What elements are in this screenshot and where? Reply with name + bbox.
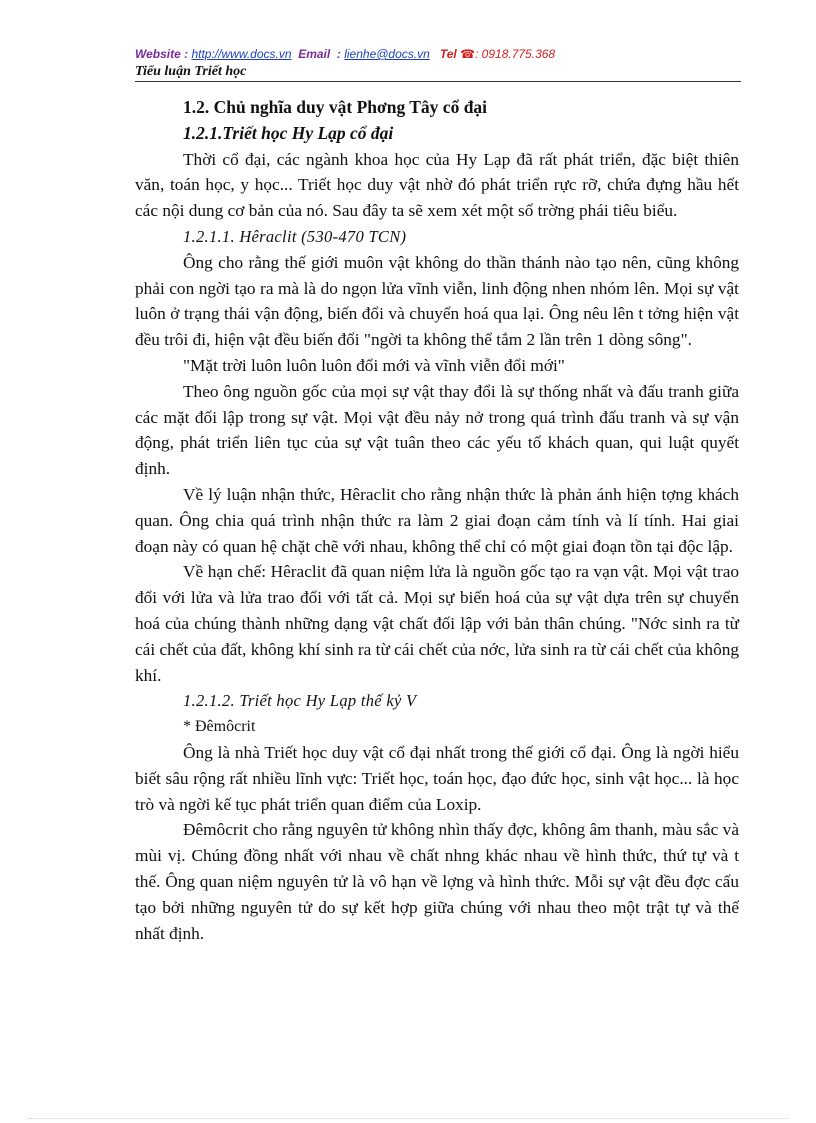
phone-icon: ☎ (460, 47, 476, 61)
phone-number: : 0918.775.368 (475, 47, 556, 61)
email-label: Email (298, 47, 331, 61)
section-heading: 1.2. Chủ nghĩa duy vật Phơng Tây cổ đại (183, 97, 488, 117)
page-bottom-border (28, 1118, 788, 1119)
century-v-heading: 1.2.1.2. Triết học Hy Lạp thế kỷ V (183, 691, 417, 711)
paragraph: Ông là nhà Triết học duy vật cổ đại nhất trong thế giới cổ đại. Ông là ngời hiểu biết sâu rộng rất nhiều lĩnh vực: Triết học, toán học, đạo đức học, sinh vật học... là học trò và ngời kế tục phát triển quan điểm của Loxip. (135, 742, 739, 814)
email-link[interactable]: lienhe@docs.vn (344, 47, 430, 61)
website-link[interactable]: http://www.docs.vn (191, 47, 292, 61)
paragraph: Đêmôcrit cho rằng nguyên tử không nhìn thấy đợc, không âm thanh, màu sắc và mùi vị. Chúng đồng nhất với nhau về chất nhng khác nhau về hình thức, thứ tự và t thế. Ông quan niệm nguyên tử là vô hạn về lợng và hình thức. Mỗi sự vật đều đợc cấu tạo bởi những nguyên tử do sự kết hợp giữa chúng với nhau theo một trật tự và thế nhất định. (135, 820, 739, 943)
page-header (135, 47, 741, 82)
paragraph: Ông cho rằng thế giới muôn vật không do thần thánh nào tạo nên, cũng không phải con ngời tạo ra mà là do ngọn lửa vĩnh viễn, linh động nhen nhóm lên. Mọi sự vật luôn ở trạng thái vận động, biến đổi và chuyển hoá qua lại. Ông nêu lên t tởng hiện vật đều trôi đi, hiện vật đều biến đổi "ngời ta không thể tắm 2 lần trên 1 dòng sông". (135, 252, 739, 350)
paragraph: Về hạn chế: Hêraclit đã quan niệm lửa là nguồn gốc tạo ra vạn vật. Mọi vật trao đổi với lửa và lửa trao đổi với tất cả. Mọi sự biến hoá của sự vật dựa trên sự chuyển hoá của chúng thành những dạng vật chất đối lập với bản thân chúng. "Nớc sinh ra từ cái chết của đất, không khí sinh ra từ cái chết của nớc, lửa sinh ra từ cái chết của không khí. (135, 562, 739, 685)
quote: "Mặt trời luôn luôn luôn đổi mới và vĩnh viễn đổi mới" (183, 355, 565, 375)
contact-line (135, 47, 741, 61)
paragraph: Về lý luận nhận thức, Hêraclit cho rằng nhận thức là phản ánh hiện tợng khách quan. Ông chia quá trình nhận thức ra làm 2 giai đoạn cảm tính và lí tính. Hai giai đoạn này có quan hệ chặt chẽ với nhau, không thể chỉ có một giai đoạn tồn tại độc lập. (135, 484, 739, 556)
tel-label: Tel (439, 47, 457, 61)
democrit-heading: * Đêmôcrit (183, 718, 256, 736)
subsection-heading: 1.2.1.Triết học Hy Lạp cổ đại (183, 122, 394, 143)
paragraph: Theo ông nguồn gốc của mọi sự vật thay đổi là sự thống nhất và đấu tranh giữa các mặt đối lập trong sự vật. Mọi vật đều nảy nở trong quá trình đấu tranh và sự vận động, phát triển liên tục của sự vật tuân theo các yếu tố khách quan, qui luật quyết định. (135, 381, 739, 479)
heraclit-heading: 1.2.1.1. Hêraclit (530-470 TCN) (183, 226, 407, 246)
email-separator: : (336, 47, 341, 61)
paragraph: Thời cổ đại, các ngành khoa học của Hy Lạp đã rất phát triển, đặc biệt thiên văn, toán học, y học... Triết học duy vật nhờ đó phát triển rực rỡ, chứa đựng hầu hết các nội dung cơ bản của nó. Sau đây ta sẽ xem xét một số trờng phái tiêu biểu. (135, 149, 739, 221)
website-label: Website : (135, 47, 189, 61)
document-body (135, 95, 739, 946)
document-title: Tiểu luận Triết học (135, 64, 741, 82)
